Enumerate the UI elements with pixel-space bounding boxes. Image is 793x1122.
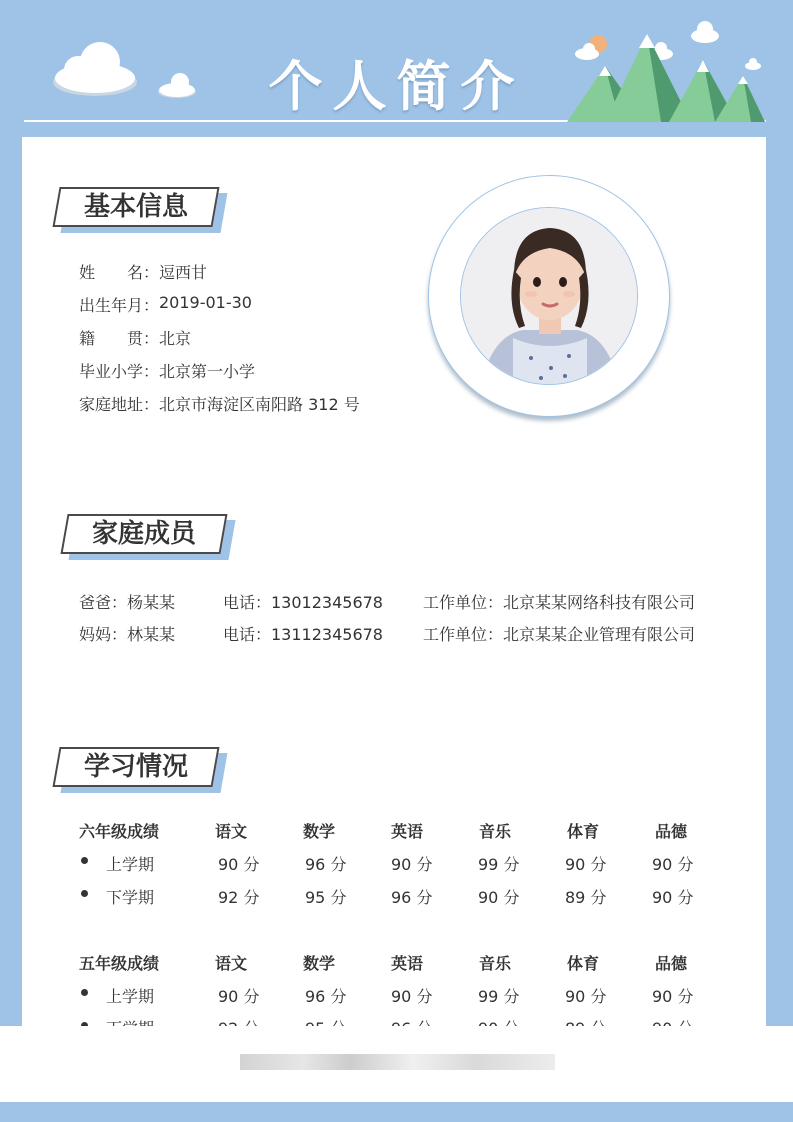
subject-header: 品德	[655, 954, 688, 973]
score-cell: 90 分	[652, 855, 694, 874]
avatar	[460, 207, 638, 385]
info-label-name: 姓 名：	[79, 263, 160, 282]
family-member: 爸爸：杨某某	[79, 593, 176, 612]
score-cell: 90 分	[652, 888, 694, 907]
bullet-icon	[81, 857, 88, 864]
info-value-origin: 北京	[159, 329, 192, 348]
score-cell: 96 分	[391, 888, 433, 907]
score-cell: 90 分	[478, 888, 520, 907]
section-family	[64, 514, 224, 554]
section-basic-info	[56, 187, 216, 227]
bullet-icon	[81, 890, 88, 897]
term-label: 下学期	[106, 888, 155, 907]
score-cell: 90 分	[391, 855, 433, 874]
section-study	[56, 747, 216, 787]
info-value-address: 北京市海淀区南阳路 312 号	[159, 395, 360, 414]
info-label-origin: 籍 贯：	[79, 329, 160, 348]
info-label-birth: 出生年月：	[79, 296, 160, 315]
mountain-scene-icon	[565, 18, 765, 122]
score-cell: 90 分	[218, 987, 260, 1006]
section-title: 家庭成员	[91, 519, 196, 549]
info-label-school: 毕业小学：	[79, 362, 160, 381]
subject-header: 体育	[567, 954, 600, 973]
score-cell: 90 分	[652, 987, 694, 1006]
term-label: 上学期	[106, 987, 155, 1006]
score-cell: 90 分	[391, 987, 433, 1006]
subject-header: 英语	[391, 954, 424, 973]
family-member: 妈妈：林某某	[79, 625, 176, 644]
score-cell: 89 分	[565, 888, 607, 907]
bullet-icon	[81, 989, 88, 996]
score-cell: 95 分	[305, 888, 347, 907]
blurred-watermark	[240, 1054, 555, 1070]
subject-header: 语文	[215, 822, 248, 841]
family-phone: 电话：13012345678	[223, 593, 383, 612]
grade-title: 五年级成绩	[79, 954, 160, 973]
subject-header: 体育	[567, 822, 600, 841]
score-cell: 90 分	[565, 855, 607, 874]
page-title: 个人简介	[268, 55, 525, 118]
score-cell: 96 分	[305, 855, 347, 874]
subject-header: 语文	[215, 954, 248, 973]
section-title: 学习情况	[83, 752, 188, 782]
info-value-name: 逗西甘	[159, 263, 208, 282]
info-value-school: 北京第一小学	[159, 362, 256, 381]
family-work: 工作单位：北京某某网络科技有限公司	[423, 593, 696, 612]
child-portrait-icon	[461, 208, 638, 385]
family-phone: 电话：13112345678	[223, 625, 383, 644]
grade-title: 六年级成绩	[79, 822, 160, 841]
subject-header: 数学	[303, 822, 336, 841]
subject-header: 音乐	[479, 954, 512, 973]
score-cell: 90 分	[565, 987, 607, 1006]
info-value-birth: 2019-01-30	[159, 293, 252, 312]
score-cell: 92 分	[218, 888, 260, 907]
subject-header: 数学	[303, 954, 336, 973]
score-cell: 99 分	[478, 987, 520, 1006]
score-cell: 99 分	[478, 855, 520, 874]
subject-header: 品德	[655, 822, 688, 841]
subject-header: 英语	[391, 822, 424, 841]
score-cell: 90 分	[218, 855, 260, 874]
term-label: 上学期	[106, 855, 155, 874]
info-label-address: 家庭地址：	[79, 395, 160, 414]
subject-header: 音乐	[479, 822, 512, 841]
score-cell: 96 分	[305, 987, 347, 1006]
section-title: 基本信息	[83, 192, 188, 222]
family-work: 工作单位：北京某某企业管理有限公司	[423, 625, 696, 644]
